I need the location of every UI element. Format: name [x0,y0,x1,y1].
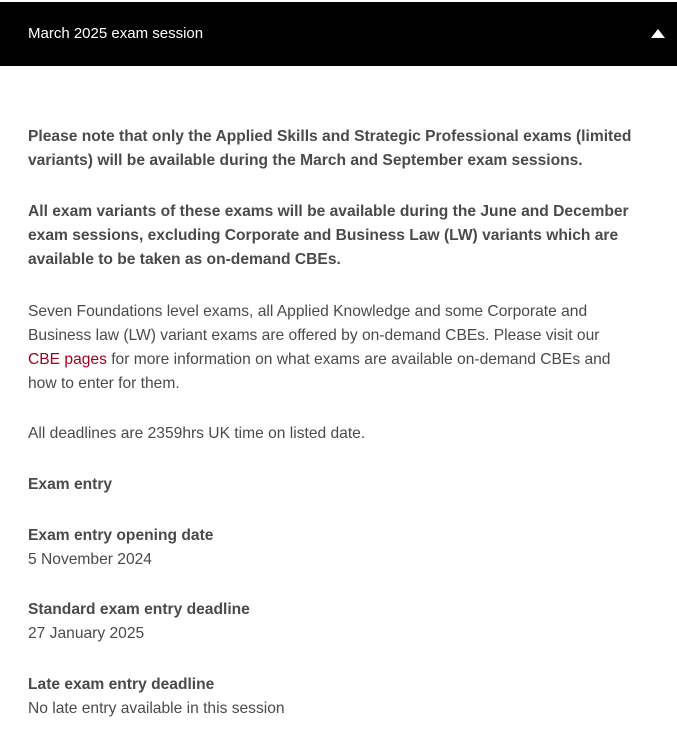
chevron-up-icon[interactable] [651,29,665,38]
accordion-header[interactable] [0,2,677,66]
late-deadline-value: No late entry available in this session [28,700,285,717]
opening-date-value: 5 November 2024 [28,551,152,568]
note-limited-variants: Please note that only the Applied Skills and Strategic Professional exams (limited variants) will be available during the March and September exam sessions. [28,128,632,169]
standard-deadline-label: Standard exam entry deadline [28,601,250,618]
late-deadline-label: Late exam entry deadline [28,676,215,693]
deadlines-note: All deadlines are 2359hrs UK time on listed date. [28,425,366,442]
accordion-title: March 2025 exam session [28,25,204,42]
cbe-text-before: Seven Foundations level exams, all Applied Knowledge and some Corporate and Business law (LW) variant exams are offered by on-demand CBEs. Please visit our [28,303,600,344]
cbe-text-after: for more information on what exams are available on-demand CBEs and how to enter for them. [28,351,611,392]
standard-deadline-value: 27 January 2025 [28,625,145,642]
opening-date-label: Exam entry opening date [28,527,214,544]
cbe-pages-link[interactable]: CBE pages [28,351,107,368]
cbe-paragraph [28,300,628,396]
standard-deadline-block [28,598,654,646]
exam-entry-heading: Exam entry [28,476,113,493]
note-all-variants: All exam variants of these exams will be available during the June and December exam sessions, excluding Corporate and Business Law (LW) variants which are available to be taken as on-demand CBEs. [28,203,629,268]
late-deadline-block [28,673,654,721]
opening-date-block [28,524,654,572]
